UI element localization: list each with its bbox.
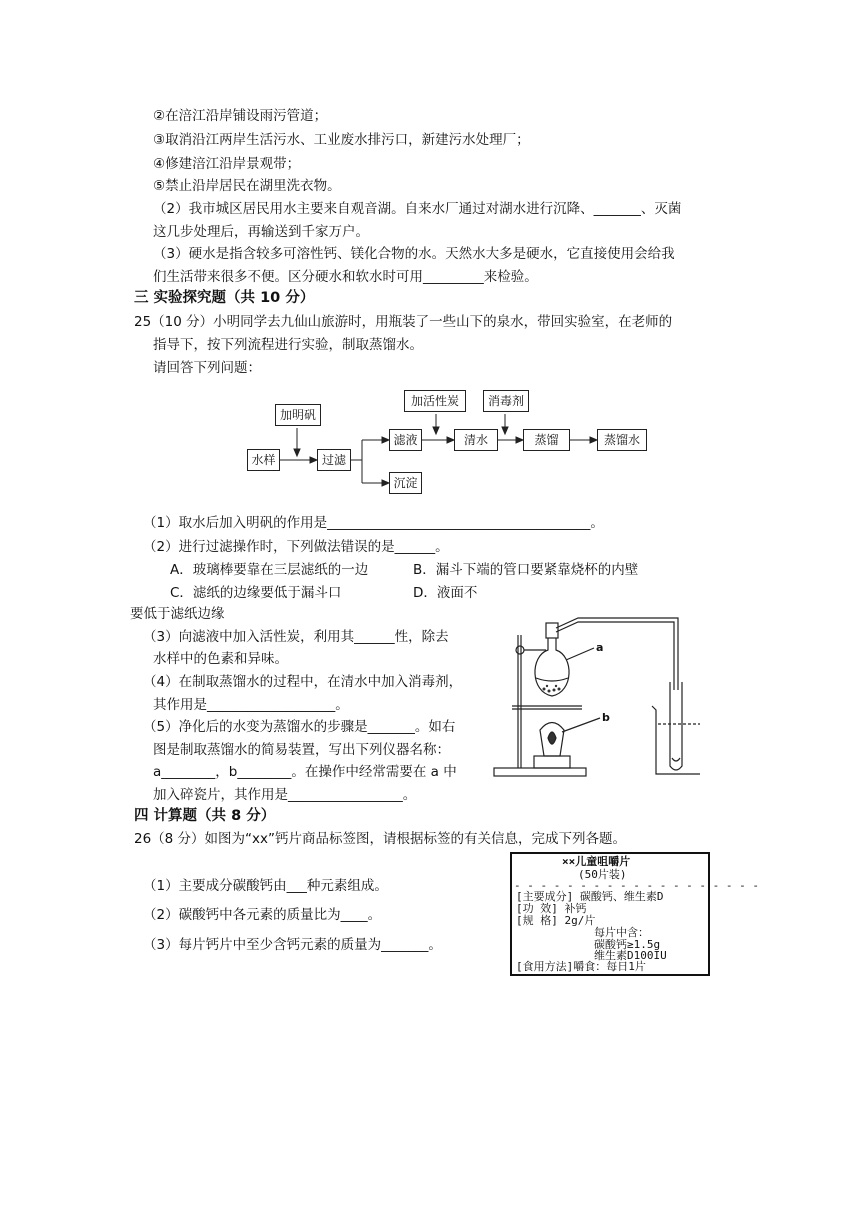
- label-effect: [功 效] 补钙: [516, 902, 587, 915]
- text-line: 们生活带来很多不便。区分硬水和软水时可用_________来检验。: [153, 269, 538, 285]
- label-title: ××儿童咀嚼片: [562, 855, 631, 868]
- label-vitamin-d: 维生素D100IU: [594, 949, 667, 962]
- question-25: 25（10 分）小明同学去九仙山旅游时，用瓶装了一些山下的泉水，带回实验室，在老师的: [134, 314, 673, 330]
- flow-box-filtration: 过滤: [317, 449, 351, 471]
- text-line: 指导下，按下列流程进行实验，制取蒸馏水。: [153, 337, 423, 353]
- label-per-tablet: 每片中含：: [594, 926, 649, 939]
- sub-question-4: （4）在制取蒸馏水的过程中，在清水中加入消毒剂，: [143, 674, 463, 690]
- flow-box-clear-water: 清水: [454, 429, 498, 451]
- sub-question-2: （2）进行过滤操作时，下列做法错误的是______。: [143, 539, 449, 555]
- question-26: 26（8 分）如图为“xx”钙片商品标签图，请根据标签的有关信息，完成下列各题。: [134, 831, 627, 847]
- text-line: ④修建涪江沿岸景观带；: [153, 156, 301, 172]
- flow-chart-arrows: [0, 0, 860, 500]
- apparatus-label-b: b: [602, 711, 610, 724]
- text-line: 图是制取蒸馏水的简易装置，写出下列仪器名称：: [153, 742, 450, 758]
- label-spec: [规 格] 2g/片: [516, 914, 596, 927]
- text-line: 加入碎瓷片，其作用是_________________。: [153, 787, 417, 803]
- text-line: 这几步处理后，再输送到千家万户。: [153, 224, 369, 240]
- text-line: （2）我市城区居民用水主要来自观音湖。自来水厂通过对湖水进行沉降、_______、灭菌: [153, 201, 682, 217]
- flow-box-sediment: 沉淀: [389, 472, 422, 494]
- option-d-cont: 要低于滤纸边缘: [130, 606, 225, 622]
- flow-box-water-sample: 水样: [247, 449, 280, 471]
- flow-box-activated-carbon: 加活性炭: [404, 390, 466, 412]
- text-line: 请回答下列问题：: [153, 360, 261, 376]
- section-heading-3: 三 实验探究题（共 10 分）: [134, 290, 315, 306]
- text-line: a________，b________。在操作中经常需要在 a 中: [153, 764, 457, 780]
- sub-question-5: （5）净化后的水变为蒸馏水的步骤是_______。如右: [143, 719, 456, 735]
- flow-box-distillation: 蒸馏: [523, 429, 570, 451]
- apparatus-label-a: a: [596, 641, 604, 654]
- flow-box-distilled-water: 蒸馏水: [597, 429, 647, 451]
- text-line: 水样中的色素和异味。: [153, 651, 288, 667]
- text-line: ③取消沿江两岸生活污水、工业废水排污口，新建污水处理厂；: [153, 132, 530, 148]
- label-usage: [食用方法]嚼食：每日1片: [516, 960, 646, 973]
- label-calcium-carbonate: 碳酸钙≥1.5g: [594, 938, 661, 951]
- text-line: 其作用是___________________。: [153, 697, 349, 713]
- option-b: B．漏斗下端的管口要紧靠烧杯的内壁: [413, 562, 639, 578]
- flow-box-alum: 加明矾: [275, 404, 321, 426]
- calc-question-3: （3）每片钙片中至少含钙元素的质量为_______。: [143, 937, 442, 953]
- label-ingredients: [主要成分] 碳酸钙、维生素D: [516, 890, 664, 903]
- sub-question-1: （1）取水后加入明矾的作用是_______________________________________。: [143, 515, 604, 531]
- calc-question-1: （1）主要成分碳酸钙由___种元素组成。: [143, 878, 388, 894]
- flow-box-disinfectant: 消毒剂: [483, 390, 529, 412]
- label-pack: (50片装): [578, 868, 627, 881]
- calc-question-2: （2）碳酸钙中各元素的质量比为____。: [143, 907, 382, 923]
- option-c: C．滤纸的边缘要低于漏斗口: [170, 585, 342, 601]
- text-line: ⑤禁止沿岸居民在湖里洗衣物。: [153, 178, 341, 194]
- calcium-tablet-label: [510, 852, 760, 976]
- option-d: D．液面不: [413, 585, 478, 601]
- distillation-apparatus: [490, 590, 700, 785]
- text-line: ②在涪江沿岸铺设雨污管道；: [153, 108, 328, 124]
- section-heading-4: 四 计算题（共 8 分）: [134, 808, 276, 824]
- flow-box-filtrate: 滤液: [389, 429, 422, 451]
- label-divider: - - - - - - - - - - - - - - - - - - -: [514, 879, 760, 892]
- option-a: A．玻璃棒要靠在三层滤纸的一边: [170, 562, 369, 578]
- sub-question-3: （3）向滤液中加入活性炭，利用其______性，除去: [143, 629, 449, 645]
- text-line: （3）硬水是指含较多可溶性钙、镁化合物的水。天然水大多是硬水，它直接使用会给我: [153, 246, 675, 262]
